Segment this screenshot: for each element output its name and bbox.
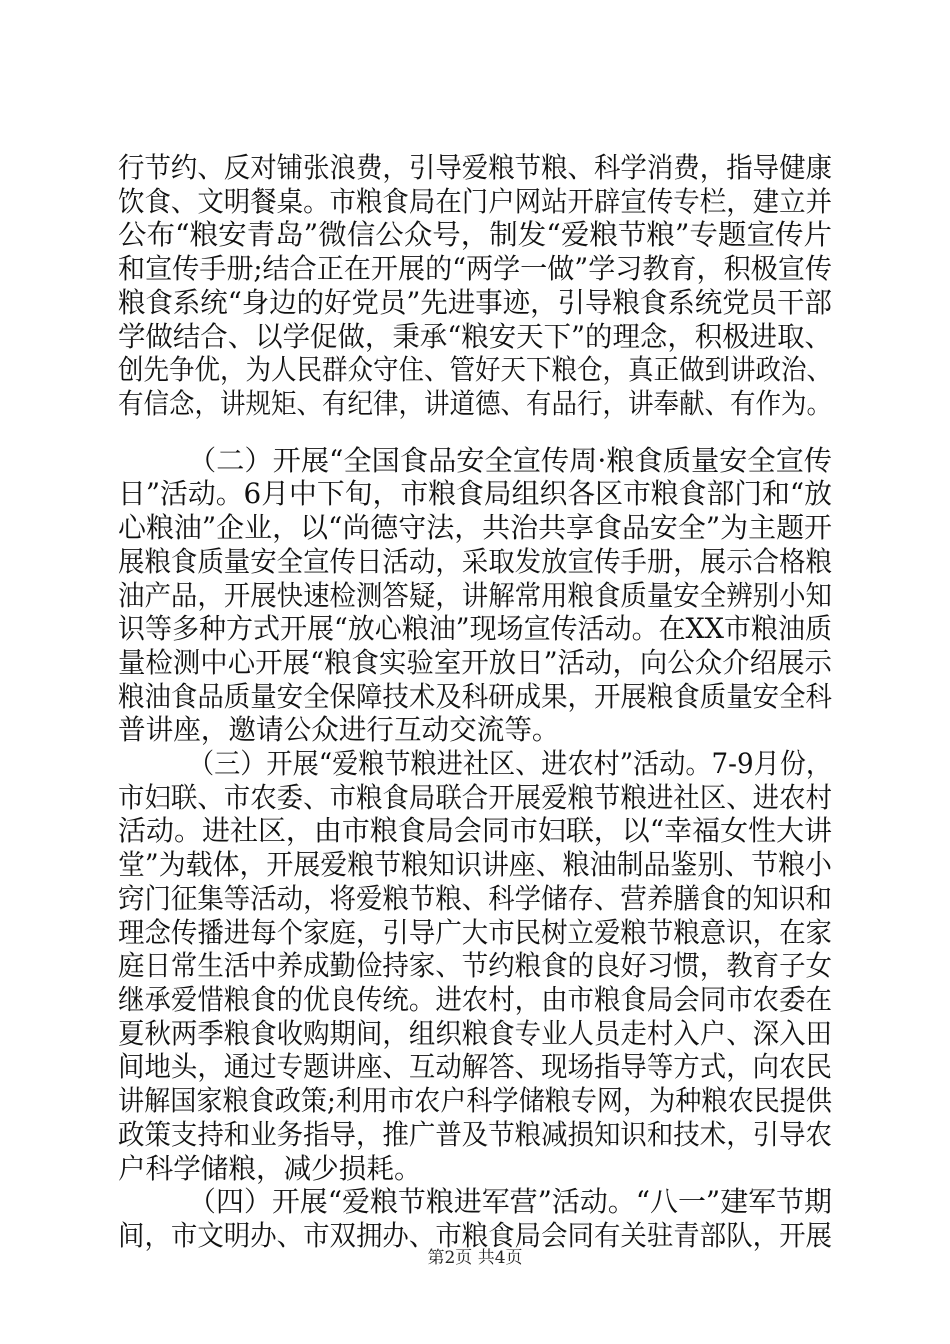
text-line: 学做结合、以学促做，秉承“粮安天下”的理念，积极进取、 bbox=[118, 320, 832, 353]
text-line: 户科学储粮，减少损耗。 bbox=[118, 1152, 422, 1185]
text-line: 讲解国家粮食政策;利用市农户科学储粮专网，为种粮农民提供 bbox=[118, 1084, 832, 1117]
text-line: 日”活动。6月中下旬，市粮食局组织各区市粮食部门和“放 bbox=[118, 477, 832, 510]
text-line: 识等多种方式开展“放心粮油”现场宣传活动。在XX市粮油质 bbox=[118, 612, 833, 645]
text-line: 庭日常生活中养成勤俭持家、节约粮食的良好习惯，教育子女 bbox=[118, 949, 832, 982]
text-line: 行节约、反对铺张浪费，引导爱粮节粮、科学消费，指导健康 bbox=[118, 151, 832, 184]
text-line: 公布“粮安青岛”微信公众号，制发“爱粮节粮”专题宣传片 bbox=[118, 218, 832, 251]
text-line: 理念传播进每个家庭，引导广大市民树立爱粮节粮意识，在家 bbox=[118, 916, 832, 949]
text-line: 夏秋两季粮食收购期间，组织粮食专业人员走村入户、深入田 bbox=[118, 1017, 832, 1050]
text-line: 量检测中心开展“粮食实验室开放日”活动，向公众介绍展示 bbox=[118, 646, 832, 679]
text-line: 粮食系统“身边的好党员”先进事迹，引导粮食系统党员干部 bbox=[118, 286, 832, 319]
text-line: 展粮食质量安全宣传日活动，采取发放宣传手册，展示合格粮 bbox=[118, 545, 832, 578]
text-line: 窍门征集等活动，将爱粮节粮、科学储存、营养膳食的知识和 bbox=[118, 882, 832, 915]
text-line: 和宣传手册;结合正在开展的“两学一做”学习教育，积极宣传 bbox=[118, 252, 832, 285]
section-heading-line: （四）开展“爱粮节粮进军营”活动。“八一”建军节期 bbox=[188, 1185, 832, 1218]
text-line: 市妇联、市农委、市粮食局联合开展爱粮节粮进社区、进农村 bbox=[118, 781, 832, 814]
text-line: 心粮油”企业，以“尚德守法，共治共享食品安全”为主题开 bbox=[118, 511, 833, 544]
text-line: 普讲座，邀请公众进行互动交流等。 bbox=[118, 713, 560, 746]
text-line: 间地头，通过专题讲座、互动解答、现场指导等方式，向农民 bbox=[118, 1050, 832, 1083]
text-line: 活动。进社区，由市粮食局会同市妇联，以“幸福女性大讲 bbox=[118, 814, 833, 847]
text-line: 油产品，开展快速检测答疑，讲解常用粮食质量安全辨别小知 bbox=[118, 579, 832, 612]
text-line: 间，市文明办、市双拥办、市粮食局会同有关驻青部队，开展 bbox=[118, 1219, 832, 1252]
text-line: 创先争优，为人民群众守住、管好天下粮仓，真正做到讲政治、 bbox=[118, 353, 832, 386]
text-line: 粮油食品质量安全保障技术及科研成果，开展粮食质量安全科 bbox=[118, 680, 832, 713]
text-line: 有信念，讲规矩、有纪律，讲道德、有品行，讲奉献、有作为。 bbox=[118, 387, 832, 420]
section-heading-line: （三）开展“爱粮节粮进社区、进农村”活动。7-9月份， bbox=[188, 747, 833, 780]
page-footer: 第2页 共4页 bbox=[427, 1248, 523, 1268]
text-line: 饮食、文明餐桌。市粮食局在门户网站开辟宣传专栏，建立并 bbox=[118, 185, 832, 218]
text-line: 堂”为载体，开展爱粮节粮知识讲座、粮油制品鉴别、节粮小 bbox=[118, 848, 833, 881]
section-heading-line: （二）开展“全国食品安全宣传周·粮食质量安全宣传 bbox=[188, 444, 833, 477]
text-line: 继承爱惜粮食的优良传统。进农村，由市粮食局会同市农委在 bbox=[118, 983, 832, 1016]
text-line: 政策支持和业务指导，推广普及节粮减损知识和技术，引导农 bbox=[118, 1118, 832, 1151]
